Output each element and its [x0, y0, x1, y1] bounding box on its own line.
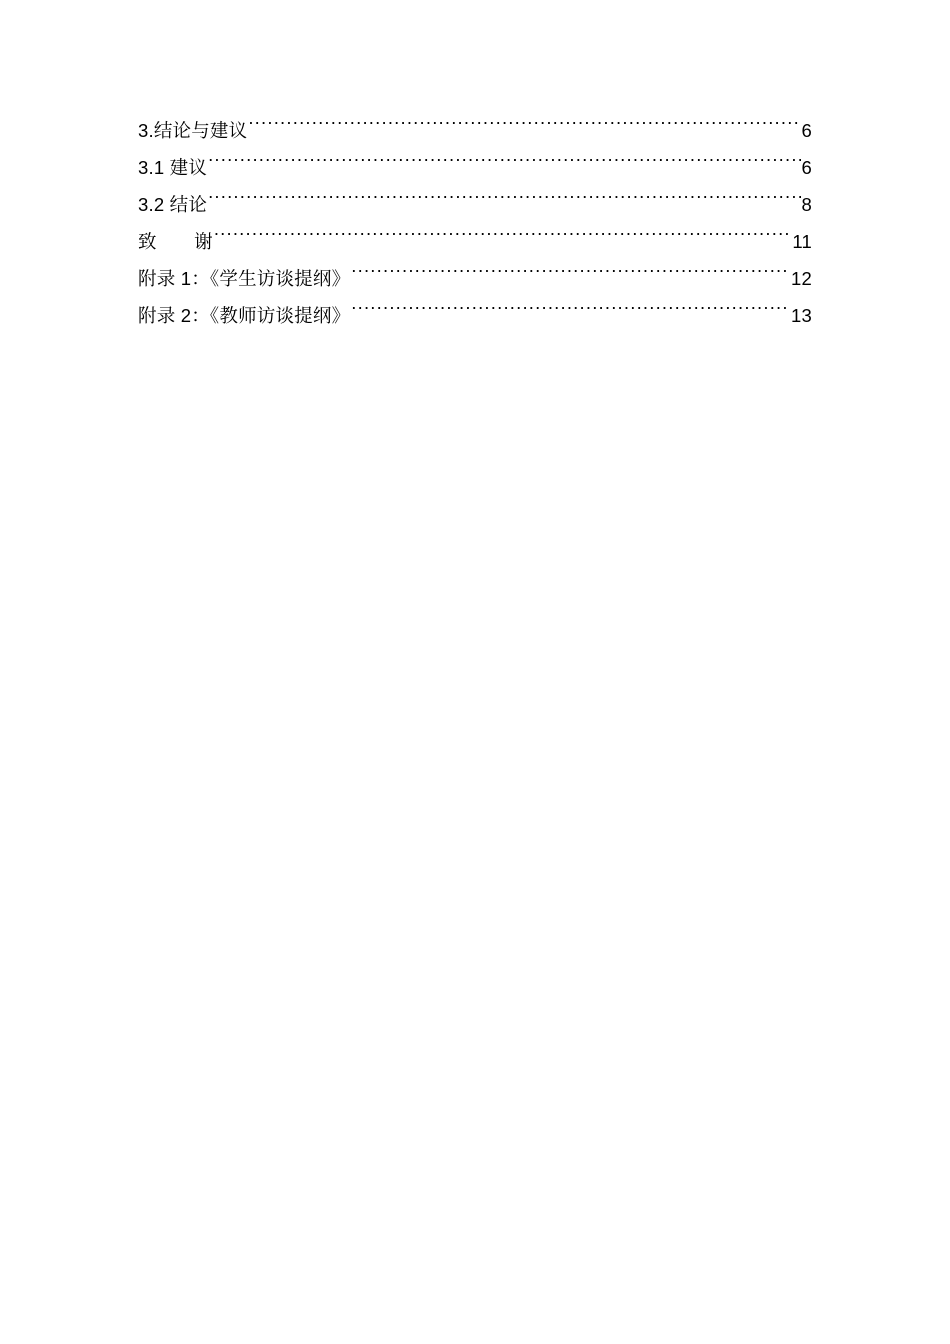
- toc-entry-page: 11: [792, 231, 812, 252]
- toc-entry-title: 附录 1：《学生访谈提纲》: [138, 268, 351, 289]
- toc-entry-page: 12: [791, 268, 812, 289]
- toc-leader-dots: [208, 193, 800, 212]
- toc-entry[interactable]: [138, 260, 812, 297]
- toc-leader-dots: [248, 119, 800, 138]
- toc-entry[interactable]: [138, 186, 812, 223]
- toc-entry-title: 3.1 建议: [138, 157, 208, 178]
- toc-entry-title: 附录 2：《教师访谈提纲》: [138, 305, 351, 326]
- toc-entry[interactable]: [138, 223, 812, 260]
- toc-entry[interactable]: [138, 149, 812, 186]
- toc-leader-dots: [208, 156, 800, 175]
- toc-entry[interactable]: [138, 297, 812, 334]
- toc-leader-dots: [351, 304, 790, 323]
- table-of-contents: [138, 112, 812, 334]
- toc-entry-page: 6: [801, 120, 812, 141]
- toc-leader-dots: [214, 230, 792, 249]
- toc-entry-title: 致 谢: [138, 231, 213, 252]
- toc-entry[interactable]: [138, 112, 812, 149]
- toc-entry-page: 13: [791, 305, 812, 326]
- toc-leader-dots: [351, 267, 790, 286]
- toc-entry-title: 3.2 结论: [138, 194, 208, 215]
- toc-entry-page: 6: [801, 157, 812, 178]
- toc-entry-title: 3.结论与建议: [138, 120, 248, 141]
- toc-entry-page: 8: [801, 194, 812, 215]
